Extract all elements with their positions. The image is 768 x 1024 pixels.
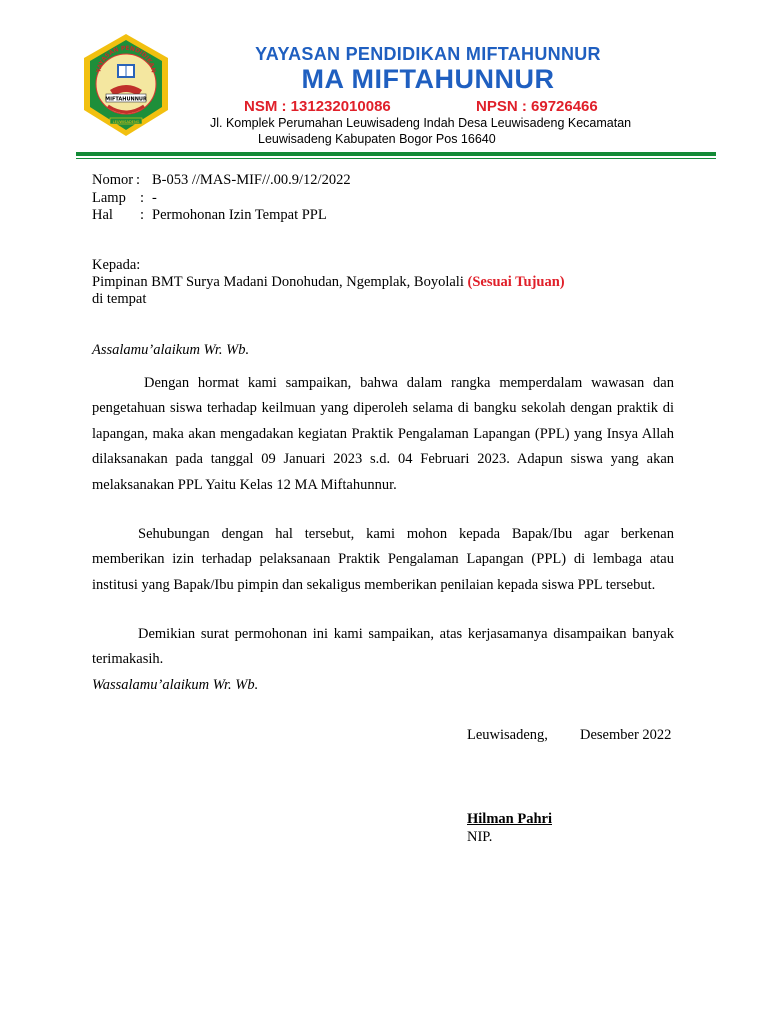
address-line-1: Jl. Komplek Perumahan Leuwisadeng Indah Desa Leuwisadeng Kecamatan — [210, 116, 632, 130]
paragraph-3: Demikian surat permohonan ini kami sampaikan, atas kerjasamanya disampaikan banyak terimakasih. — [92, 626, 674, 668]
kepada-label: Kepada: — [92, 257, 141, 273]
lamp-colon: : — [140, 190, 145, 206]
school-name: MA MIFTAHUNNUR — [301, 64, 555, 94]
logo-bottom-text: LEUWISADENG — [112, 119, 140, 124]
logo-banner-text: MIFTAHUNNUR — [105, 96, 147, 103]
recipient-name: Pimpinan BMT Surya Madani Donohudan, Ngemplak, Boyolali — [92, 274, 464, 290]
hal-colon: : — [140, 207, 145, 223]
signatory-nip: NIP. — [467, 829, 493, 845]
header-divider-thick — [76, 152, 716, 156]
address-line-2: Leuwisadeng Kabupaten Bogor Pos 16640 — [258, 132, 496, 146]
header-divider-thin — [76, 158, 716, 159]
greeting: Assalamu’alaikum Wr. Wb. — [92, 342, 250, 358]
paragraph-2: Sehubungan dengan hal tersebut, kami mohon kepada Bapak/Ibu agar berkenan memberikan izin terhadap pelaksanaan Praktik Pengalaman Lapangan (PPL) di lembaga atau institusi yang Bapak/Ibu pimpin dan sekaligus memberikan penilaian kepada siswa PPL tersebut. — [92, 526, 674, 593]
paragraph-1: Dengan hormat kami sampaikan, bahwa dalam rangka memperdalam wawasan dan pengetahuan siswa terhadap keilmuan yang diperoleh selama di bangku sekolah dengan praktik di lapangan, maka akan mengadakan kegiatan Praktik Pengalaman Lapangan (PPL) yang Insya Allah dilaksanakan pada tanggal 09 Januari 2023 s.d. 04 Februari 2023. Adapun siswa yang akan melaksanakan PPL Yaitu Kelas 12 MA Miftahunnur. — [92, 375, 674, 493]
school-logo — [80, 32, 172, 138]
recipient-line — [92, 274, 565, 291]
recipient-place: di tempat — [92, 291, 147, 307]
nsm-number: NSM : 131232010086 — [244, 98, 391, 115]
lamp-value: - — [152, 190, 157, 206]
recipient-note: (Sesuai Tujuan) — [467, 274, 565, 290]
signatory-name: Hilman Pahri — [467, 811, 552, 827]
foundation-name: YAYASAN PENDIDIKAN MIFTAHUNNUR — [255, 44, 601, 64]
hal-value: Permohonan Izin Tempat PPL — [152, 207, 327, 223]
nomor-colon: : — [136, 172, 141, 188]
nomor-label: Nomor — [92, 172, 134, 188]
nomor-value: B-053 //MAS-MIF//.00.9/12/2022 — [152, 172, 351, 188]
logo-arc-text: YAYASAN PENDIDIKAN — [95, 44, 157, 74]
closing-salutation: Wassalamu’alaikum Wr. Wb. — [92, 677, 259, 693]
signature-date: Desember 2022 — [580, 727, 672, 743]
lamp-label: Lamp — [92, 190, 126, 206]
npsn-number: NPSN : 69726466 — [476, 98, 598, 115]
signature-place: Leuwisadeng, — [467, 727, 548, 743]
hal-label: Hal — [92, 207, 113, 223]
